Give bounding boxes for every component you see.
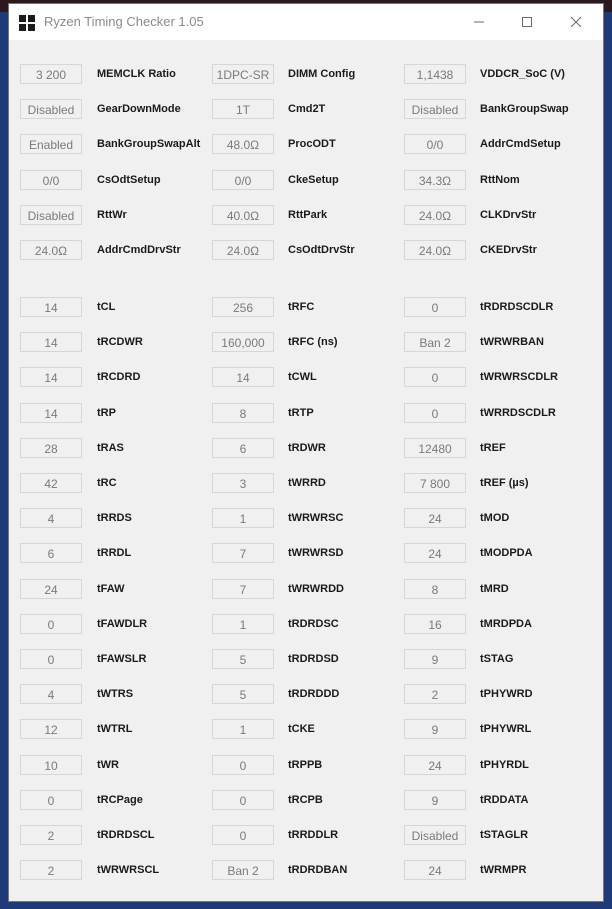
- value-field[interactable]: 0: [20, 649, 82, 669]
- field-label: GearDownMode: [97, 103, 181, 115]
- field-label: BankGroupSwapAlt: [97, 138, 201, 150]
- field-label: tFAWDLR: [97, 618, 148, 630]
- field-label: tRRDDLR: [288, 829, 339, 841]
- value-field[interactable]: 4: [20, 684, 82, 704]
- value-field[interactable]: 16: [404, 614, 466, 634]
- field-label: tRDRDSCDLR: [480, 301, 554, 313]
- field-label: tFAW: [97, 583, 125, 595]
- value-field[interactable]: 3: [212, 473, 274, 493]
- field-label: tRDRDSD: [288, 653, 339, 665]
- value-field[interactable]: 6: [212, 438, 274, 458]
- value-field[interactable]: 0: [404, 403, 466, 423]
- app-window: [8, 3, 604, 902]
- value-field[interactable]: 24: [404, 860, 466, 880]
- field-label: tWRMPR: [480, 864, 527, 876]
- field-label: tRRDS: [97, 512, 132, 524]
- close-icon: [571, 17, 581, 27]
- field-label: ProcODT: [288, 138, 336, 150]
- value-field[interactable]: 0: [404, 367, 466, 387]
- value-field[interactable]: 0: [212, 825, 274, 845]
- field-label: tRAS: [97, 442, 124, 454]
- value-field[interactable]: 24.0Ω: [20, 240, 82, 260]
- field-label: tRDWR: [288, 442, 326, 454]
- field-label: tRC: [97, 477, 117, 489]
- field-label: tRDRDSCL: [97, 829, 155, 841]
- value-field[interactable]: Ban 2: [404, 332, 466, 352]
- field-label: tREF: [480, 442, 506, 454]
- value-field[interactable]: 1: [212, 614, 274, 634]
- value-field[interactable]: Disabled: [404, 99, 466, 119]
- field-label: tCWL: [288, 371, 317, 383]
- field-label: tRDRDBAN: [288, 864, 348, 876]
- title-bar[interactable]: [9, 4, 603, 40]
- field-label: tRCPB: [288, 794, 323, 806]
- maximize-icon: [522, 17, 532, 27]
- value-field[interactable]: 14: [20, 403, 82, 423]
- value-field[interactable]: 5: [212, 684, 274, 704]
- value-field[interactable]: 24: [20, 579, 82, 599]
- field-label: tMRD: [480, 583, 509, 595]
- value-field[interactable]: 3 200: [20, 64, 82, 84]
- field-label: tRCPage: [97, 794, 143, 806]
- value-field[interactable]: 1: [212, 719, 274, 739]
- value-field[interactable]: 8: [212, 403, 274, 423]
- value-field[interactable]: 0/0: [20, 170, 82, 190]
- value-field[interactable]: 7: [212, 543, 274, 563]
- field-label: tRTP: [288, 407, 314, 419]
- value-field[interactable]: 12480: [404, 438, 466, 458]
- value-field[interactable]: 14: [20, 367, 82, 387]
- field-label: tSTAG: [480, 653, 514, 665]
- value-field[interactable]: 14: [212, 367, 274, 387]
- field-label: VDDCR_SoC (V): [480, 68, 565, 80]
- value-field[interactable]: 24.0Ω: [212, 240, 274, 260]
- value-field[interactable]: 2: [404, 684, 466, 704]
- field-label: tRRDL: [97, 547, 132, 559]
- value-field[interactable]: 7: [212, 579, 274, 599]
- field-label: MEMCLK Ratio: [97, 68, 176, 80]
- value-field[interactable]: Disabled: [20, 99, 82, 119]
- field-label: tCL: [97, 301, 116, 313]
- value-field[interactable]: 1,1438: [404, 64, 466, 84]
- value-field[interactable]: 24: [404, 508, 466, 528]
- value-field[interactable]: Ban 2: [212, 860, 274, 880]
- field-label: tMRDPDA: [480, 618, 532, 630]
- value-field[interactable]: 0: [404, 297, 466, 317]
- value-field[interactable]: Disabled: [404, 825, 466, 845]
- field-label: tRPPB: [288, 759, 323, 771]
- maximize-button[interactable]: [505, 4, 549, 40]
- value-field[interactable]: 8: [404, 579, 466, 599]
- value-field[interactable]: 24.0Ω: [404, 205, 466, 225]
- value-field[interactable]: 12: [20, 719, 82, 739]
- field-label: CKEDrvStr: [480, 244, 537, 256]
- value-field[interactable]: 9: [404, 790, 466, 810]
- field-label: tWRRDSCDLR: [480, 407, 556, 419]
- value-field[interactable]: 6: [20, 543, 82, 563]
- field-label: AddrCmdSetup: [480, 138, 561, 150]
- field-label: AddrCmdDrvStr: [97, 244, 181, 256]
- field-label: CLKDrvStr: [480, 209, 537, 221]
- field-label: tRDDATA: [480, 794, 529, 806]
- field-label: tRFC: [288, 301, 315, 313]
- field-label: tRFC (ns): [288, 336, 338, 348]
- value-field[interactable]: 5: [212, 649, 274, 669]
- value-field[interactable]: 42: [20, 473, 82, 493]
- field-label: CkeSetup: [288, 174, 339, 186]
- timings-grid: [9, 40, 603, 901]
- value-field[interactable]: 256: [212, 297, 274, 317]
- close-button[interactable]: [554, 4, 598, 40]
- value-field[interactable]: 28: [20, 438, 82, 458]
- field-label: tWRRD: [288, 477, 326, 489]
- value-field[interactable]: 2: [20, 860, 82, 880]
- field-label: tWRWRSCDLR: [480, 371, 559, 383]
- value-field[interactable]: 14: [20, 297, 82, 317]
- field-label: tPHYWRD: [480, 688, 533, 700]
- field-label: tSTAGLR: [480, 829, 529, 841]
- field-label: CsOdtDrvStr: [288, 244, 355, 256]
- value-field[interactable]: 1T: [212, 99, 274, 119]
- field-label: Cmd2T: [288, 103, 326, 115]
- field-label: CsOdtSetup: [97, 174, 161, 186]
- field-label: tPHYWRL: [480, 723, 532, 735]
- value-field[interactable]: 14: [20, 332, 82, 352]
- value-field[interactable]: 0/0: [212, 170, 274, 190]
- value-field[interactable]: 0: [212, 790, 274, 810]
- field-label: tRCDRD: [97, 371, 141, 383]
- value-field[interactable]: 1: [212, 508, 274, 528]
- field-label: tWRWRDD: [288, 583, 345, 595]
- value-field[interactable]: 9: [404, 649, 466, 669]
- value-field[interactable]: Disabled: [20, 205, 82, 225]
- value-field[interactable]: 34.3Ω: [404, 170, 466, 190]
- value-field[interactable]: 9: [404, 719, 466, 739]
- value-field[interactable]: 24: [404, 755, 466, 775]
- field-label: tWRWRBAN: [480, 336, 544, 348]
- value-field[interactable]: 7 800: [404, 473, 466, 493]
- value-field[interactable]: 4: [20, 508, 82, 528]
- field-label: tMODPDA: [480, 547, 533, 559]
- field-label: DIMM Config: [288, 68, 356, 80]
- field-label: RttNom: [480, 174, 520, 186]
- field-label: tRCDWR: [97, 336, 143, 348]
- minimize-icon: [474, 17, 484, 27]
- field-label: tWRWRSCL: [97, 864, 160, 876]
- value-field[interactable]: 24: [404, 543, 466, 563]
- value-field[interactable]: 0: [20, 614, 82, 634]
- field-label: tRP: [97, 407, 116, 419]
- field-label: tWRWRSD: [288, 547, 344, 559]
- field-label: RttWr: [97, 209, 127, 221]
- field-label: tWRWRSC: [288, 512, 344, 524]
- field-label: tFAWSLR: [97, 653, 147, 665]
- value-field[interactable]: 160,000: [212, 332, 274, 352]
- ryzen-logo-icon: [19, 15, 35, 31]
- field-label: tCKE: [288, 723, 315, 735]
- value-field[interactable]: Enabled: [20, 134, 82, 154]
- field-label: tWTRL: [97, 723, 133, 735]
- field-label: tWR: [97, 759, 119, 771]
- field-label: BankGroupSwap: [480, 103, 569, 115]
- value-field[interactable]: 40.0Ω: [212, 205, 274, 225]
- field-label: tRDRDDD: [288, 688, 340, 700]
- value-field[interactable]: 0: [212, 755, 274, 775]
- value-field[interactable]: 0: [20, 790, 82, 810]
- window-title: Ryzen Timing Checker 1.05: [44, 14, 204, 29]
- field-label: tREF (µs): [480, 477, 529, 489]
- minimize-button[interactable]: [457, 4, 501, 40]
- value-field[interactable]: 1DPC-SR: [212, 64, 274, 84]
- field-label: tMOD: [480, 512, 510, 524]
- field-label: tPHYRDL: [480, 759, 529, 771]
- value-field[interactable]: 2: [20, 825, 82, 845]
- field-label: tRDRDSC: [288, 618, 339, 630]
- field-label: RttPark: [288, 209, 328, 221]
- value-field[interactable]: 0/0: [404, 134, 466, 154]
- value-field[interactable]: 10: [20, 755, 82, 775]
- value-field[interactable]: 48.0Ω: [212, 134, 274, 154]
- field-label: tWTRS: [97, 688, 134, 700]
- value-field[interactable]: 24.0Ω: [404, 240, 466, 260]
